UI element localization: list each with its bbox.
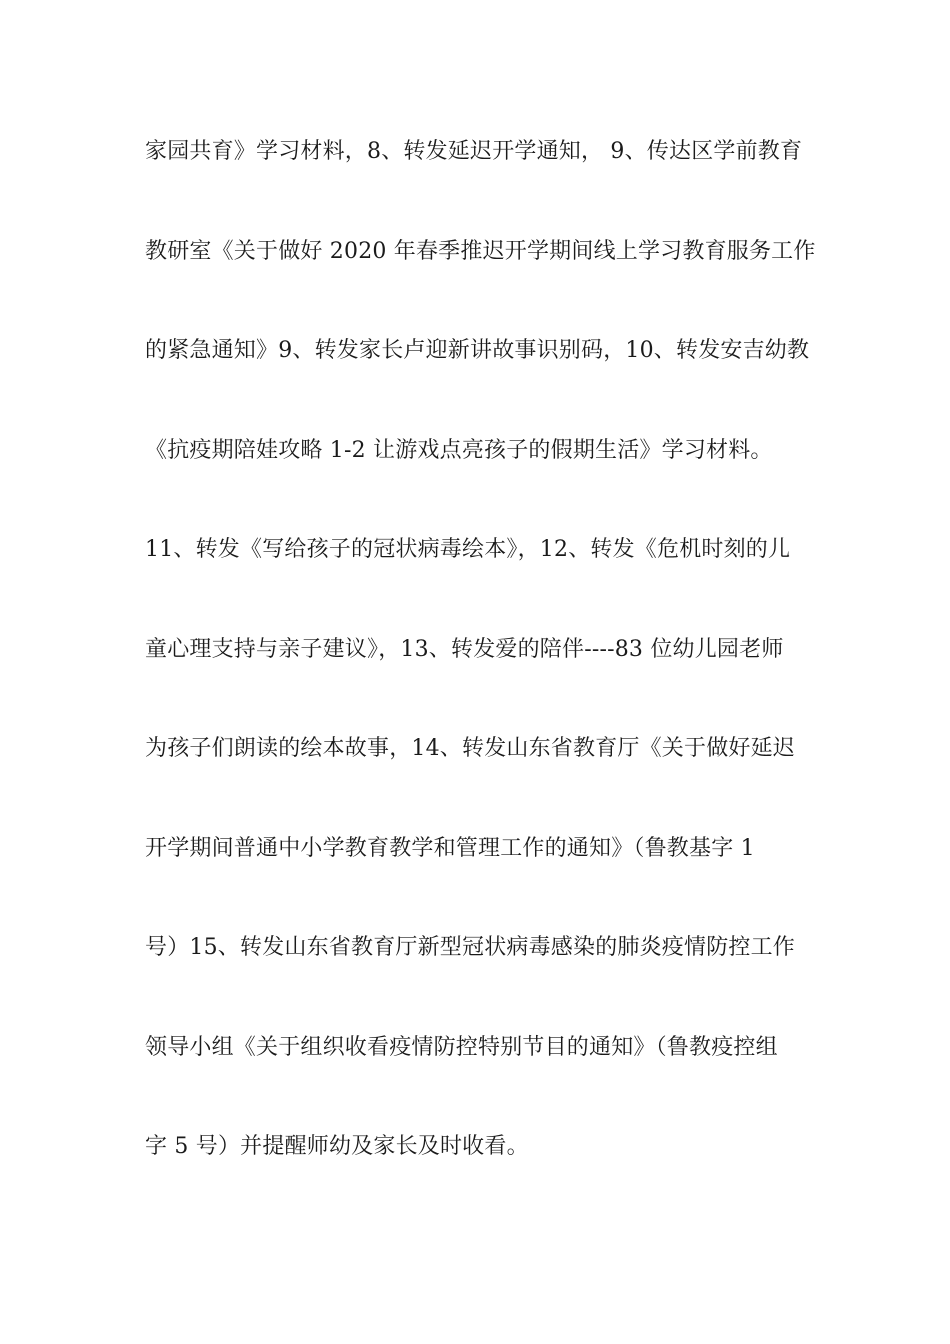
text-line: 字 5 号）并提醒师幼及家长及时收看。 xyxy=(145,1134,529,1159)
text-line: 号）15、转发山东省教育厅新型冠状病毒感染的肺炎疫情防控工作 xyxy=(145,935,795,960)
text-line: 的紧急通知》9、转发家长卢迎新讲故事识别码，10、转发安吉幼教 xyxy=(145,338,810,363)
text-line: 开学期间普通中小学教育教学和管理工作的通知》（鲁教基字 1 xyxy=(145,835,755,861)
text-line: 《抗疫期陪娃攻略 1-2 让游戏点亮孩子的假期生活》学习材料。 xyxy=(145,437,773,463)
text-line: 家园共育》学习材料，8、转发延迟开学通知， 9、传达区学前教育 xyxy=(145,139,803,164)
text-line: 童心理支持与亲子建议》，13、转发爱的陪伴----83 位幼儿园老师 xyxy=(145,636,784,662)
text-line: 为孩子们朗读的绘本故事，14、转发山东省教育厅《关于做好延迟 xyxy=(145,736,795,761)
text-line: 11、转发《写给孩子的冠状病毒绘本》，12、转发《危机时刻的儿 xyxy=(145,537,791,562)
body-text xyxy=(145,130,816,1225)
text-line: 领导小组《关于组织收看疫情防控特别节目的通知》（鲁教疫控组 xyxy=(145,1034,778,1060)
text-line: 教研室《关于做好 2020 年春季推迟开学期间线上学习教育服务工作 xyxy=(145,238,816,264)
